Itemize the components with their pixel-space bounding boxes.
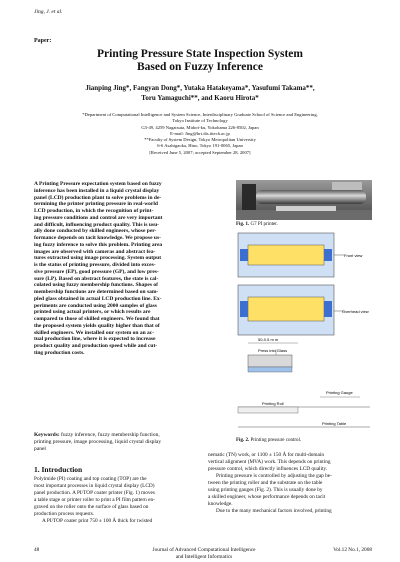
- printing-pressure-diagram: [236, 231, 372, 435]
- paper-title: [40, 48, 360, 74]
- abstract-line: printed using actual printers, or which results are: [34, 309, 151, 316]
- affiliation-line: E-mail: Jing@hrt.dis.titech.ac.jp: [170, 130, 230, 136]
- section-heading: 1. Introduction: [34, 465, 83, 474]
- abstract-line: ally done conducted by skilled engineers, whose per-: [34, 228, 157, 235]
- abstract-line: ting production costs.: [34, 349, 85, 356]
- body-line: graved on the roller onto the surface of glass based on: [34, 503, 149, 510]
- figure-2-caption: [236, 438, 301, 443]
- body-line: most important processes in liquid crystal display (LCD): [34, 482, 155, 489]
- body-line: using printing gauges (Fig. 2). This is usually done by: [208, 486, 323, 493]
- journal-line: Journal of Advanced Computational Intelligence: [152, 547, 256, 553]
- abstract-line: sive pressure (EP), good pressure (GP), and low pres-: [34, 268, 159, 275]
- figure-caption-label: Fig. 1.: [236, 222, 250, 227]
- printing-roll-label: Printing Roll: [262, 401, 284, 406]
- author-line: Jianping Jing*, Fangyan Dong*, Yutaka Hatakeyama*, Yasufumi Takama**,: [85, 84, 315, 92]
- abstract-line: sure (LP). Based on abstract features, the state is cal-: [34, 275, 159, 282]
- body-line: knowledge.: [208, 500, 233, 507]
- dimension-label: 50-0.5 m m: [258, 337, 279, 342]
- figure-caption-text: G7 PI printer.: [249, 222, 278, 227]
- abstract-line: is the status of printing pressure, divided into exces-: [34, 262, 156, 268]
- body-line: a table stage or printer roller to print a PI film pattern en-: [34, 496, 155, 503]
- author-list: [30, 83, 370, 103]
- abstract-line: images are observed with cameras and abstract fea-: [34, 248, 156, 255]
- abstract-line: formance depends on tacit knowledge. We propose us-: [34, 235, 161, 241]
- keywords-label: Keywords:: [34, 432, 60, 438]
- abstract-line: ing pressure conditions and control are very important: [34, 214, 163, 221]
- abstract-line: product quality and production speed while and cut-: [34, 343, 158, 349]
- received-date: [Received June 5, 2007; accepted September 28, 2007]: [149, 149, 251, 155]
- abstract-line: A Printing Pressure expectation system based on fuzzy: [34, 181, 162, 187]
- abstract-line: ing fuzzy inference to solve this problem. Printing area: [34, 241, 163, 248]
- abstract-line: termining the printer printing pressure in real-world: [34, 201, 158, 208]
- volume-info: Vol.12 No.1, 2008: [333, 547, 372, 553]
- affiliations: [40, 112, 360, 156]
- printer-photo: [236, 180, 372, 220]
- abstract-line: panel (LCD) production plant to solve problems in de-: [34, 194, 162, 201]
- body-line: Printing pressure is controlled by adjusting the gap be-: [216, 472, 332, 479]
- press-into-glass-label: Press into Glass: [258, 348, 288, 353]
- figure-caption-label: Fig. 2.: [236, 438, 250, 443]
- body-column-right: [208, 452, 370, 515]
- front-view-drawing: [238, 233, 344, 277]
- keywords-line: panel: [34, 445, 46, 452]
- roll-table-drawing: [238, 397, 370, 427]
- page-number: 48: [34, 547, 40, 553]
- overhead-view-drawing: [238, 285, 344, 335]
- front-view-label: Front view: [344, 253, 363, 258]
- body-line: Due to the many mechanical factors involved, printing: [216, 507, 332, 514]
- body-line: a skilled engineer, whose performance depends on tacit: [208, 493, 326, 500]
- body-line: pressure control, which directly influences LCD quality.: [208, 465, 328, 472]
- body-line: panel production. A PI/TOP coater printer (Fig. 1) moves: [34, 489, 155, 496]
- body-line: A PI/TOP coater print 750 ± 100 Å thick for twisted: [42, 517, 153, 524]
- figure-caption-text: Printing pressure control.: [249, 438, 302, 443]
- body-line: nematic (TN) work, or 1100 ± 150 Å for multi-domain: [208, 452, 324, 458]
- affiliation-line: G3-49, 4259 Nagatsuta, Midori-ku, Yokohama 226-8502, Japan: [141, 124, 259, 130]
- body-line: production process requests.: [34, 510, 95, 517]
- title-line: Based on Fuzzy Inference: [137, 61, 263, 73]
- keywords: [34, 432, 231, 452]
- abstract-line: tual production line, where it is expected to increase: [34, 336, 156, 343]
- overhead-view-label: Overhead view: [342, 309, 369, 314]
- abstract-line: pled glass obtained in actual LCD production line. Ex-: [34, 295, 162, 302]
- affiliation-line: 6-6 Asahigaoka, Hino, Tokyo 191-0065, Japan: [157, 143, 243, 149]
- title-line: Printing Pressure State Inspection System: [97, 48, 303, 60]
- body-line: vertical alignment (MVA) work. This depends on printing: [208, 458, 331, 465]
- body-column-left: [34, 476, 197, 525]
- abstract-line: periments are conducted using 2000 samples of glass: [34, 302, 157, 309]
- keywords-line: printing pressure, image processing, liquid crystal display: [34, 438, 162, 445]
- body-line: tween the printing roller and the substrate on the table: [208, 479, 323, 486]
- affiliation-line: *Department of Computational Intelligence and System Science, Interdisciplinary Graduate School of Science and Engineering,: [82, 112, 318, 117]
- printing-gauge-label: Printing Gauge: [326, 390, 353, 395]
- affiliation-line: **Faculty of System Design, Tokyo Metropolitan University: [144, 137, 256, 143]
- abstract-line: membership functions are determined based on sam-: [34, 289, 159, 295]
- body-line: Polyimide (PI) coating and top coating (TOP) are the: [34, 476, 147, 482]
- author-line: Toru Yamaguchi**, and Kaoru Hirota*: [141, 94, 259, 102]
- journal-line: and Intelligent Informatics: [175, 553, 233, 560]
- paper-type-label: Paper:: [34, 38, 52, 44]
- figure-1-caption: [236, 222, 278, 227]
- abstract-line: skilled engineers. We installed our system on an ac-: [34, 329, 155, 336]
- abstract-line: compared to those of skilled engineers. We found that: [34, 316, 160, 322]
- journal-name: [104, 547, 304, 560]
- abstract-line: tures extracted using image processing. System output: [34, 255, 162, 262]
- running-head: Jing, J. et al.: [34, 9, 63, 15]
- abstract-line: inference has been installed in a liquid crystal display: [34, 187, 160, 194]
- printing-table-label: Printing Table: [322, 421, 347, 426]
- abstract-line: culated using fuzzy membership functions. Shapes of: [34, 282, 158, 289]
- affiliation-line: Tokyo Institute of Technology: [172, 118, 228, 124]
- keywords-line: fuzzy inference, fuzzy membership function,: [59, 432, 160, 438]
- abstract-line: and difficult, influencing product quality. This is usu-: [34, 221, 159, 228]
- abstract: [34, 181, 231, 357]
- abstract-line: LCD production, in which the recognition of print-: [34, 208, 154, 214]
- abstract-line: the proposed system yields quality higher than that of: [34, 322, 160, 329]
